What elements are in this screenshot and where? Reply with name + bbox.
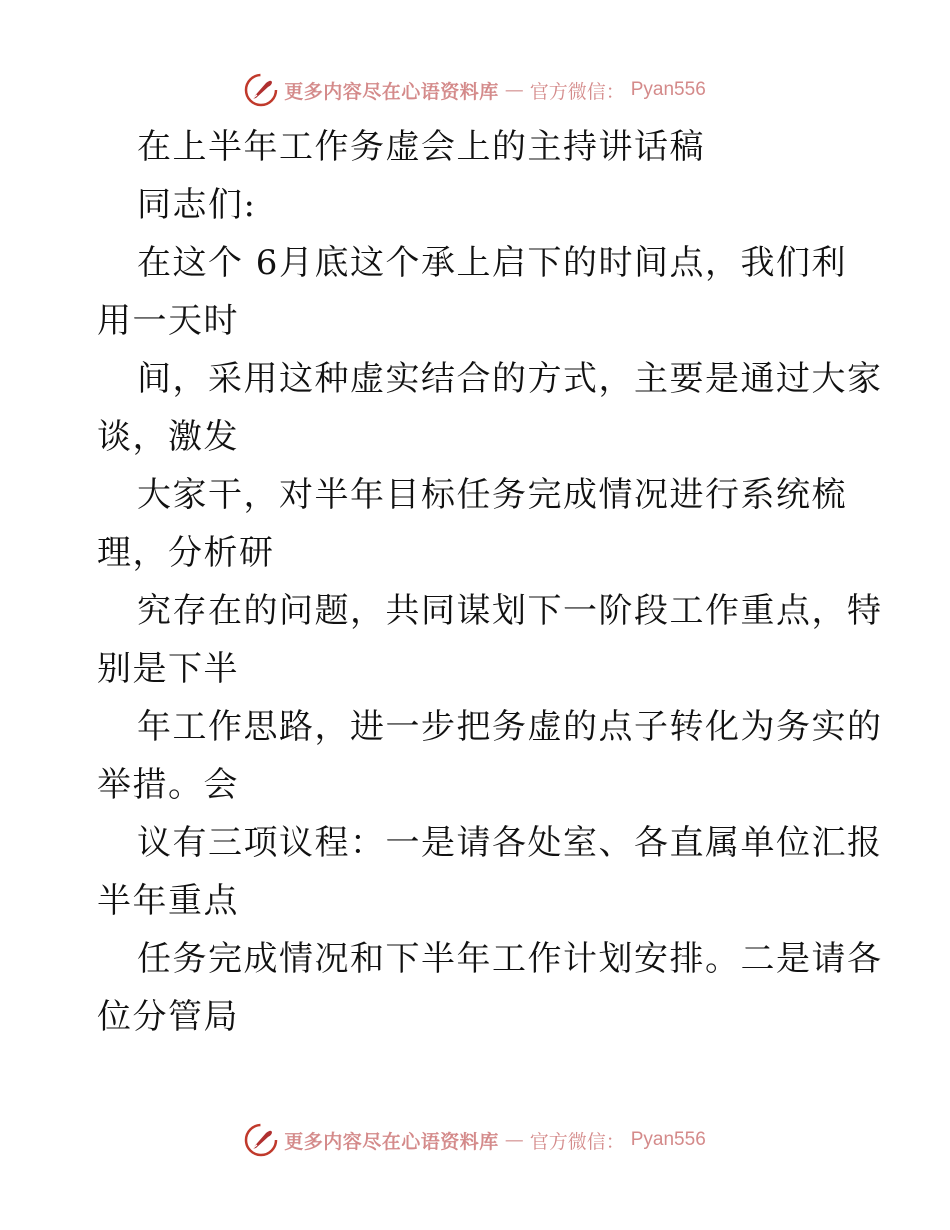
document-title: 在上半年工作务虚会上的主持讲话稿 (137, 127, 705, 167)
paragraph-line: 谈，激发 (97, 417, 239, 457)
quill-pen-logo-icon (244, 1123, 278, 1157)
paragraph-line: 间，采用这种虚实结合的方式，主要是通过大家 (137, 359, 883, 399)
watermark-wechat-id: Pyan556 (630, 1129, 706, 1150)
watermark-site-text: 更多内容尽在心语资料库 (284, 1130, 499, 1153)
watermark-wechat-label: 官方微信： (529, 1130, 625, 1153)
watermark-separator: — (504, 1129, 524, 1151)
paragraph-line: 大家干，对半年目标任务完成情况进行系统梳 (137, 475, 847, 515)
watermark-separator: — (504, 79, 524, 101)
paragraph-line: 用一天时 (97, 301, 239, 341)
watermark-wechat-label: 官方微信： (529, 80, 625, 103)
paragraph-line: 半年重点 (97, 881, 239, 921)
quill-pen-logo-icon (244, 73, 278, 107)
paragraph-line: 究存在的问题，共同谋划下一阶段工作重点，特 (137, 591, 883, 631)
paragraph-line: 任务完成情况和下半年工作计划安排。二是请各 (137, 939, 883, 979)
paragraph-line: 在这个 6月底这个承上启下的时间点，我们利 (137, 243, 847, 283)
footer-watermark (0, 1120, 950, 1160)
document-body (97, 118, 897, 1046)
paragraph-line: 议有三项议程：一是请各处室、各直属单位汇报 (137, 823, 883, 863)
salutation: 同志们: (137, 185, 257, 225)
paragraph-line: 举措。会 (97, 765, 239, 805)
paragraph-line: 年工作思路，进一步把务虚的点子转化为务实的 (137, 707, 883, 747)
paragraph-line: 位分管局 (97, 997, 239, 1037)
header-watermark (0, 70, 950, 110)
paragraph-line: 别是下半 (97, 649, 239, 689)
watermark-site-text: 更多内容尽在心语资料库 (284, 80, 499, 103)
watermark-wechat-id: Pyan556 (630, 79, 706, 100)
paragraph-line: 理，分析研 (97, 533, 275, 573)
